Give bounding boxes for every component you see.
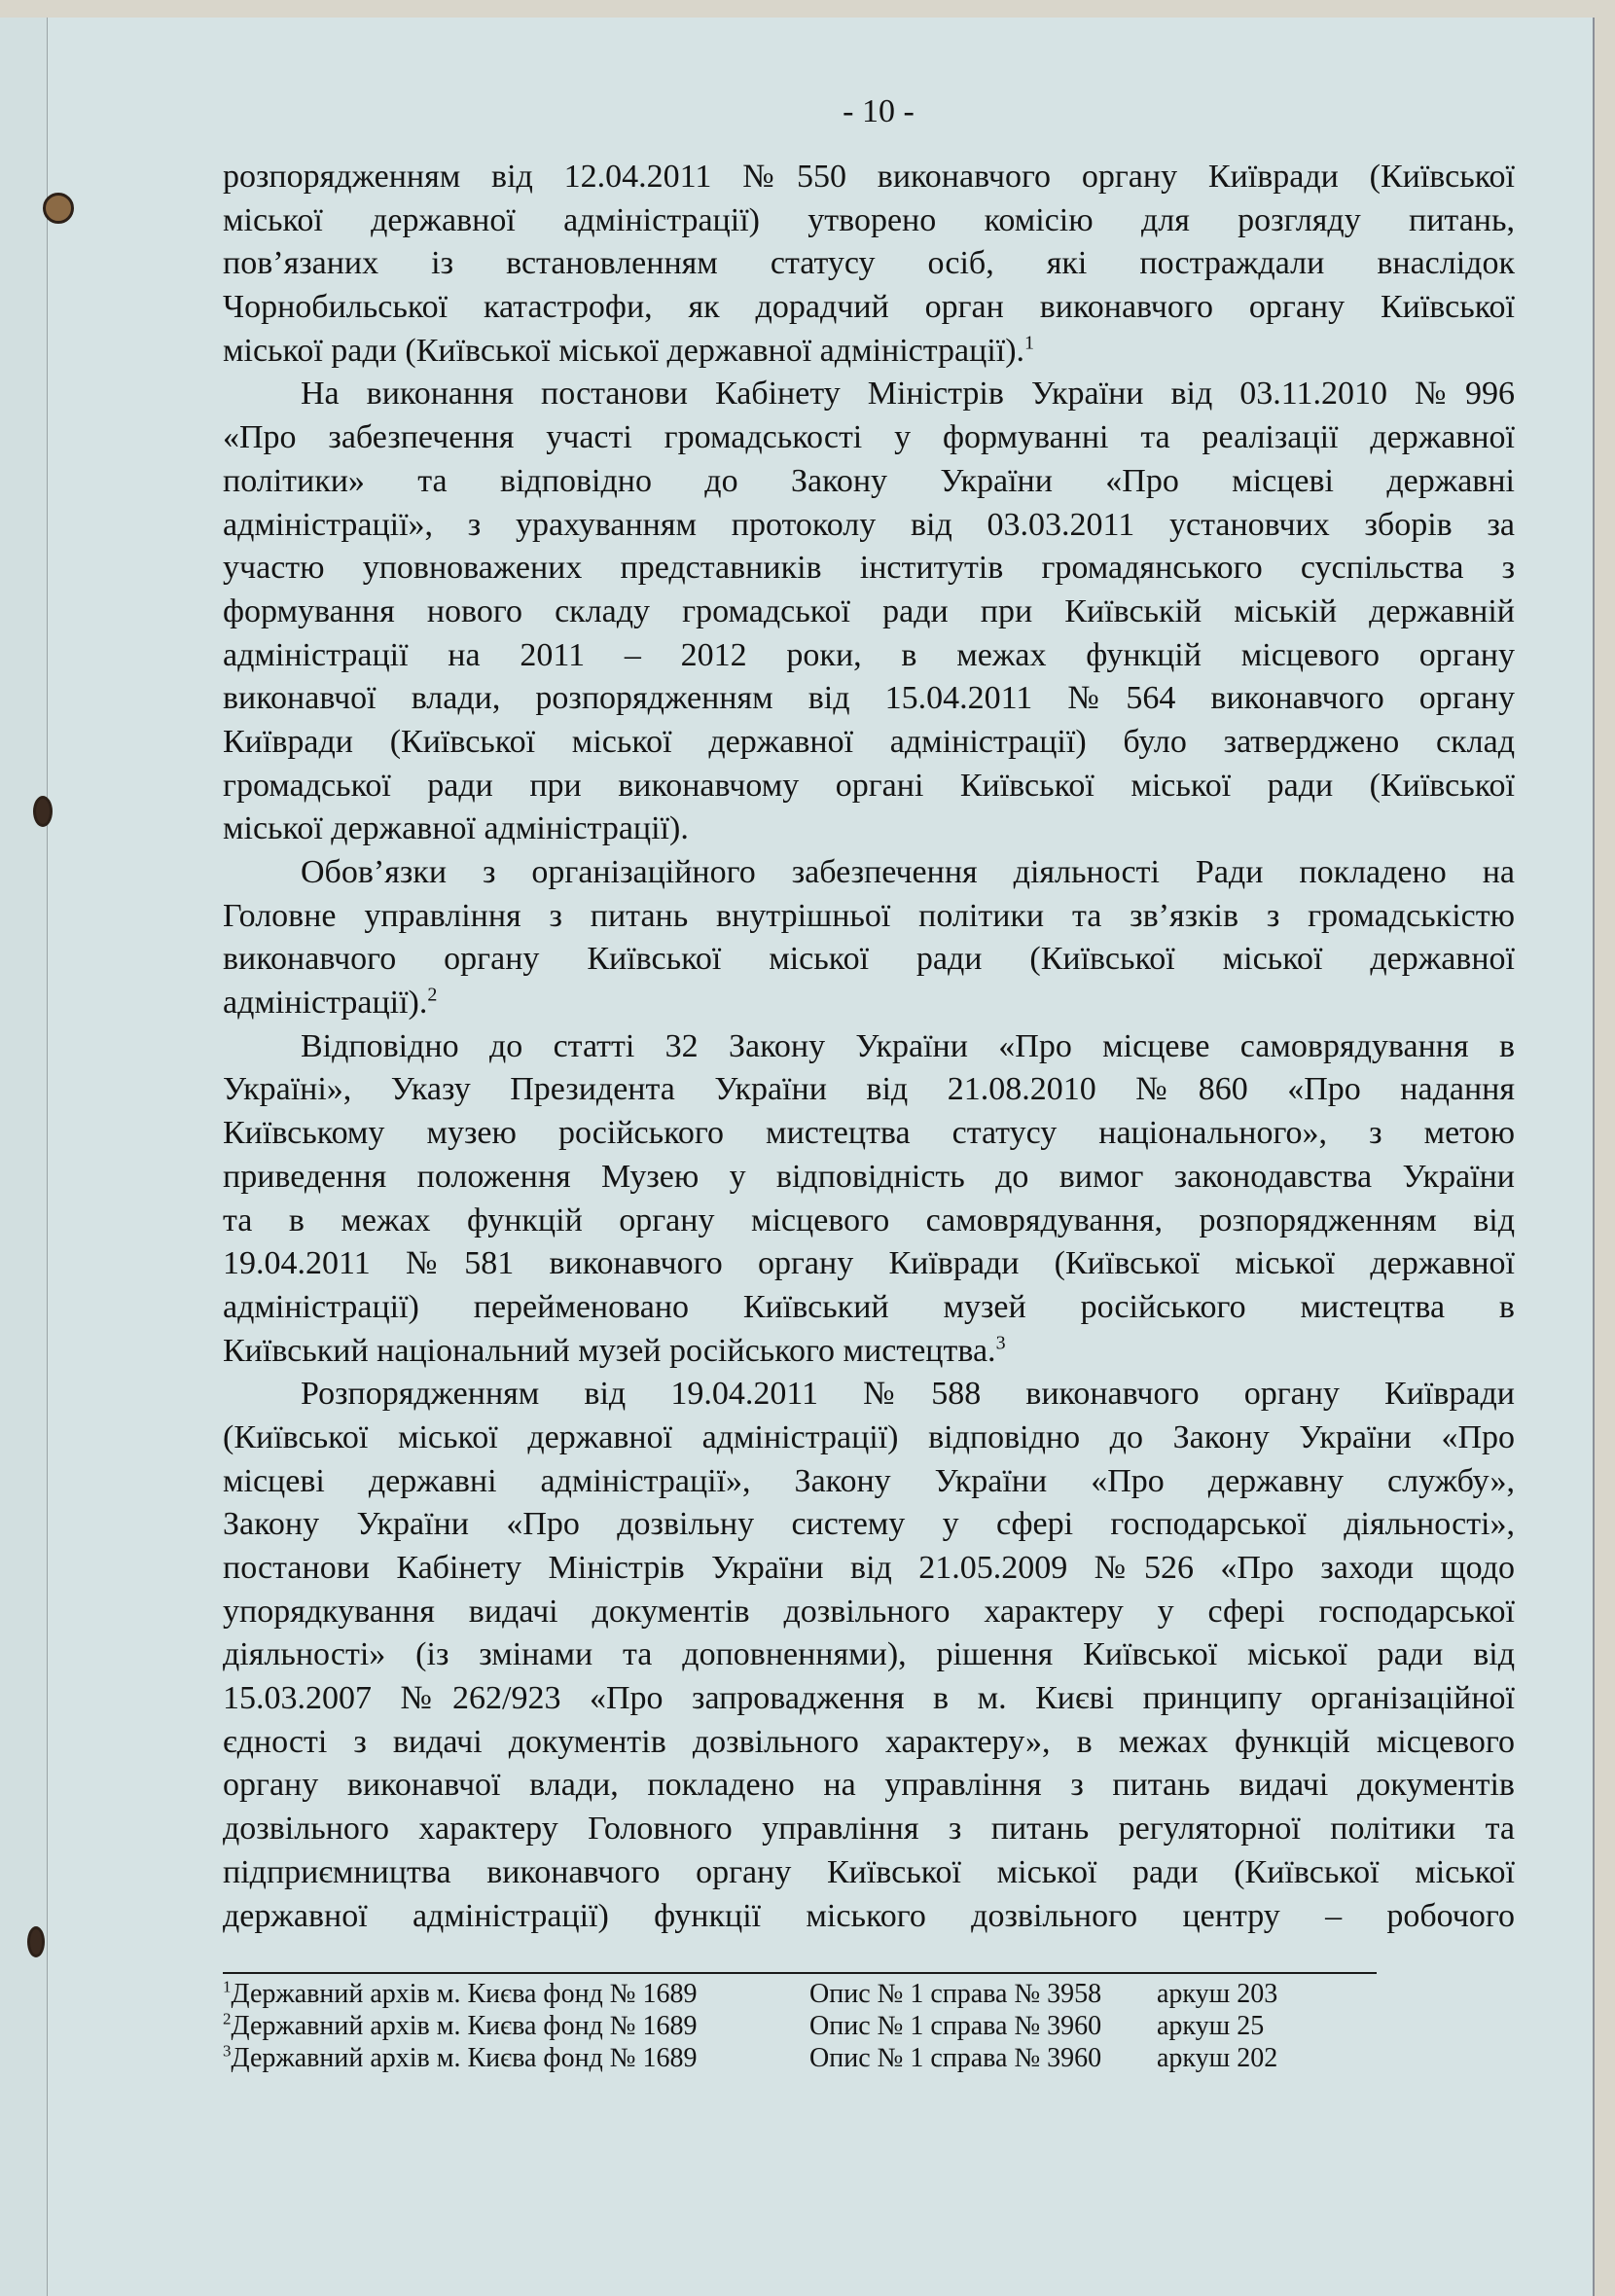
line-text: розпорядженням від 12.04.2011 №550 виконавчого органу Київради (Київської <box>223 159 1515 195</box>
text-line <box>223 1547 1515 1591</box>
line-text: пов’язаних із встановленням статусу осіб, які постраждали внаслідок <box>223 245 1515 282</box>
line-text: дозвільного характеру Головного управління з питань регуляторної політики та <box>223 1811 1515 1848</box>
text-line <box>223 1200 1515 1243</box>
footnote-mark: 3 <box>223 2041 232 2061</box>
footnote-mark: 2 <box>223 2009 232 2028</box>
text-line <box>223 460 1515 504</box>
line-text: формування нового складу громадської ради при Київській міській державній <box>223 592 1515 629</box>
line-text: політики» та відповідно до Закону України «Про місцеві державні <box>223 462 1515 499</box>
footnote-reference: 1 <box>1024 332 1035 354</box>
footnote-source <box>223 1978 698 2010</box>
text-line <box>223 1242 1515 1286</box>
document-body <box>223 156 1515 1938</box>
line-text: діяльності» (із змінами та доповненнями), рішення Київської міської ради від <box>223 1636 1515 1673</box>
footnote-inventory: Опис № 1 справа № 3958 <box>809 1979 1102 2009</box>
text-line <box>223 1721 1515 1765</box>
footnote-mark: 1 <box>223 1977 232 1996</box>
text-line <box>223 1156 1515 1200</box>
text-line <box>223 547 1515 591</box>
text-line <box>223 1417 1515 1460</box>
text-line <box>223 1677 1515 1721</box>
punch-hole <box>27 1926 45 1957</box>
page-number: - 10 - <box>843 93 915 129</box>
text-line <box>223 1460 1515 1504</box>
text-line <box>223 721 1515 765</box>
punch-hole <box>43 193 74 224</box>
footnote-reference: 2 <box>427 984 438 1006</box>
line-text: приведення положення Музею у відповідність до вимог законодавства України <box>223 1158 1515 1195</box>
line-text: Київради (Київської міської державної адміністрації) було затверджено склад <box>223 723 1515 760</box>
line-text: Обов’язки з організаційного забезпечення діяльності Ради покладено на <box>301 854 1515 890</box>
punch-hole <box>33 796 53 827</box>
text-line <box>223 1112 1515 1156</box>
line-text: Київський національний музей російського мистецтва. <box>223 1332 996 1369</box>
line-text: (Київської міської державної адміністрації) відповідно до Закону України «Про <box>223 1418 1515 1455</box>
line-text: Чорнобильської катастрофи, як дорадчий орган виконавчого органу Київської <box>223 289 1515 326</box>
text-line <box>223 982 1515 1025</box>
text-line <box>223 156 1515 199</box>
line-text: міської державної адміністрації) утворено комісію для розгляду питань, <box>223 201 1515 238</box>
text-line <box>223 634 1515 678</box>
footnote-separator <box>223 1972 1377 1974</box>
line-text: Київському музею російського мистецтва статусу національного», з метою <box>223 1115 1515 1152</box>
line-text: адміністрації) перейменовано Київський музей російського мистецтва в <box>223 1288 1515 1325</box>
line-text: та в межах функцій органу місцевого самоврядування, розпорядженням від <box>223 1202 1515 1238</box>
line-text: органу виконавчої влади, покладено на управління з питань видачі документів <box>223 1767 1515 1804</box>
line-text: адміністрації на 2011 – 2012 роки, в межах функцій місцевого органу <box>223 636 1515 673</box>
text-line <box>223 1330 1515 1374</box>
text-line <box>223 504 1515 548</box>
footnote-reference: 3 <box>995 1332 1006 1354</box>
line-text: 15.03.2007 №262/923 «Про запровадження в м. Києві принципу організаційної <box>223 1680 1515 1717</box>
text-line <box>223 807 1515 851</box>
footnote-inventory: Опис № 1 справа № 3960 <box>809 2043 1102 2073</box>
text-line <box>223 373 1515 416</box>
line-text: державної адміністрації) функції міського дозвільного центру – робочого <box>223 1897 1515 1934</box>
line-text: міської ради (Київської міської державної адміністрації). <box>223 332 1025 369</box>
line-text: упорядкування видачі документів дозвільного характеру у сфері господарської <box>223 1593 1515 1630</box>
text-line <box>223 1373 1515 1417</box>
line-text: участю уповноважених представників інститутів громадянського суспільства з <box>223 550 1515 587</box>
text-line <box>223 1851 1515 1895</box>
text-line <box>223 677 1515 721</box>
text-line <box>223 591 1515 634</box>
text-line <box>223 1895 1515 1939</box>
text-line <box>223 1808 1515 1851</box>
line-text: Відповідно до статті 32 Закону України «Про місцеве самоврядування в <box>301 1027 1515 1064</box>
line-text: виконавчої влади, розпорядженням від 15.04.2011 №564 виконавчого органу <box>223 680 1515 717</box>
text-line <box>223 1286 1515 1330</box>
line-text: міської державної адміністрації). <box>223 810 689 847</box>
line-text: Україні», Указу Президента України від 21.08.2010 №860 «Про надання <box>223 1071 1515 1108</box>
text-line <box>223 1025 1515 1069</box>
line-text: «Про забезпечення участі громадськості у формуванні та реалізації державної <box>223 419 1515 456</box>
text-line <box>223 199 1515 243</box>
text-line <box>223 330 1515 374</box>
footnote-source <box>223 2042 698 2074</box>
line-text: адміністрації). <box>223 985 428 1022</box>
line-text: 19.04.2011 №581 виконавчого органу Київради (Київської міської державної <box>223 1245 1515 1282</box>
line-text: громадської ради при виконавчому органі Київської міської ради (Київської <box>223 767 1515 804</box>
text-line <box>223 1591 1515 1634</box>
text-line <box>223 286 1515 330</box>
text-line <box>223 1633 1515 1677</box>
text-line <box>223 1503 1515 1547</box>
footnote-archive: Державний архів м. Києва фонд № 1689 <box>231 1979 698 2009</box>
text-line <box>223 895 1515 939</box>
line-text: Розпорядженням від 19.04.2011 №588 виконавчого органу Київради <box>301 1376 1515 1413</box>
text-line <box>223 416 1515 460</box>
line-text: На виконання постанови Кабінету Міністрів України від 03.11.2010 №996 <box>301 376 1515 413</box>
line-text: Головне управління з питань внутрішньої політики та зв’язків з громадськістю <box>223 897 1515 934</box>
text-line <box>223 242 1515 286</box>
text-line <box>223 938 1515 982</box>
line-text: адміністрації», з урахуванням протоколу від 03.03.2011 установчих зборів за <box>223 506 1515 543</box>
footnote-sheet: аркуш 202 <box>1157 2043 1278 2073</box>
footnote-archive: Державний архів м. Києва фонд № 1689 <box>231 2043 698 2073</box>
footnote-sheet: аркуш 203 <box>1157 1979 1278 2009</box>
line-text: підприємництва виконавчого органу Київської міської ради (Київської міської <box>223 1853 1515 1890</box>
footnote-sheet: аркуш 25 <box>1157 2011 1265 2041</box>
line-text: єдності з видачі документів дозвільного характеру», в межах функцій місцевого <box>223 1723 1515 1760</box>
line-text: постанови Кабінету Міністрів України від 21.05.2009 №526 «Про заходи щодо <box>223 1550 1515 1586</box>
footnote-archive: Державний архів м. Києва фонд № 1689 <box>231 2011 698 2041</box>
line-text: місцеві державні адміністрації», Закону України «Про державну службу», <box>223 1462 1515 1499</box>
footnote-source <box>223 2010 698 2042</box>
text-line <box>223 1068 1515 1112</box>
text-line <box>223 851 1515 895</box>
line-text: виконавчого органу Київської міської ради (Київської міської державної <box>223 941 1515 978</box>
line-text: Закону України «Про дозвільну систему у сфері господарської діяльності», <box>223 1506 1515 1543</box>
footnote-inventory: Опис № 1 справа № 3960 <box>809 2011 1102 2041</box>
text-line <box>223 765 1515 808</box>
text-line <box>223 1764 1515 1808</box>
